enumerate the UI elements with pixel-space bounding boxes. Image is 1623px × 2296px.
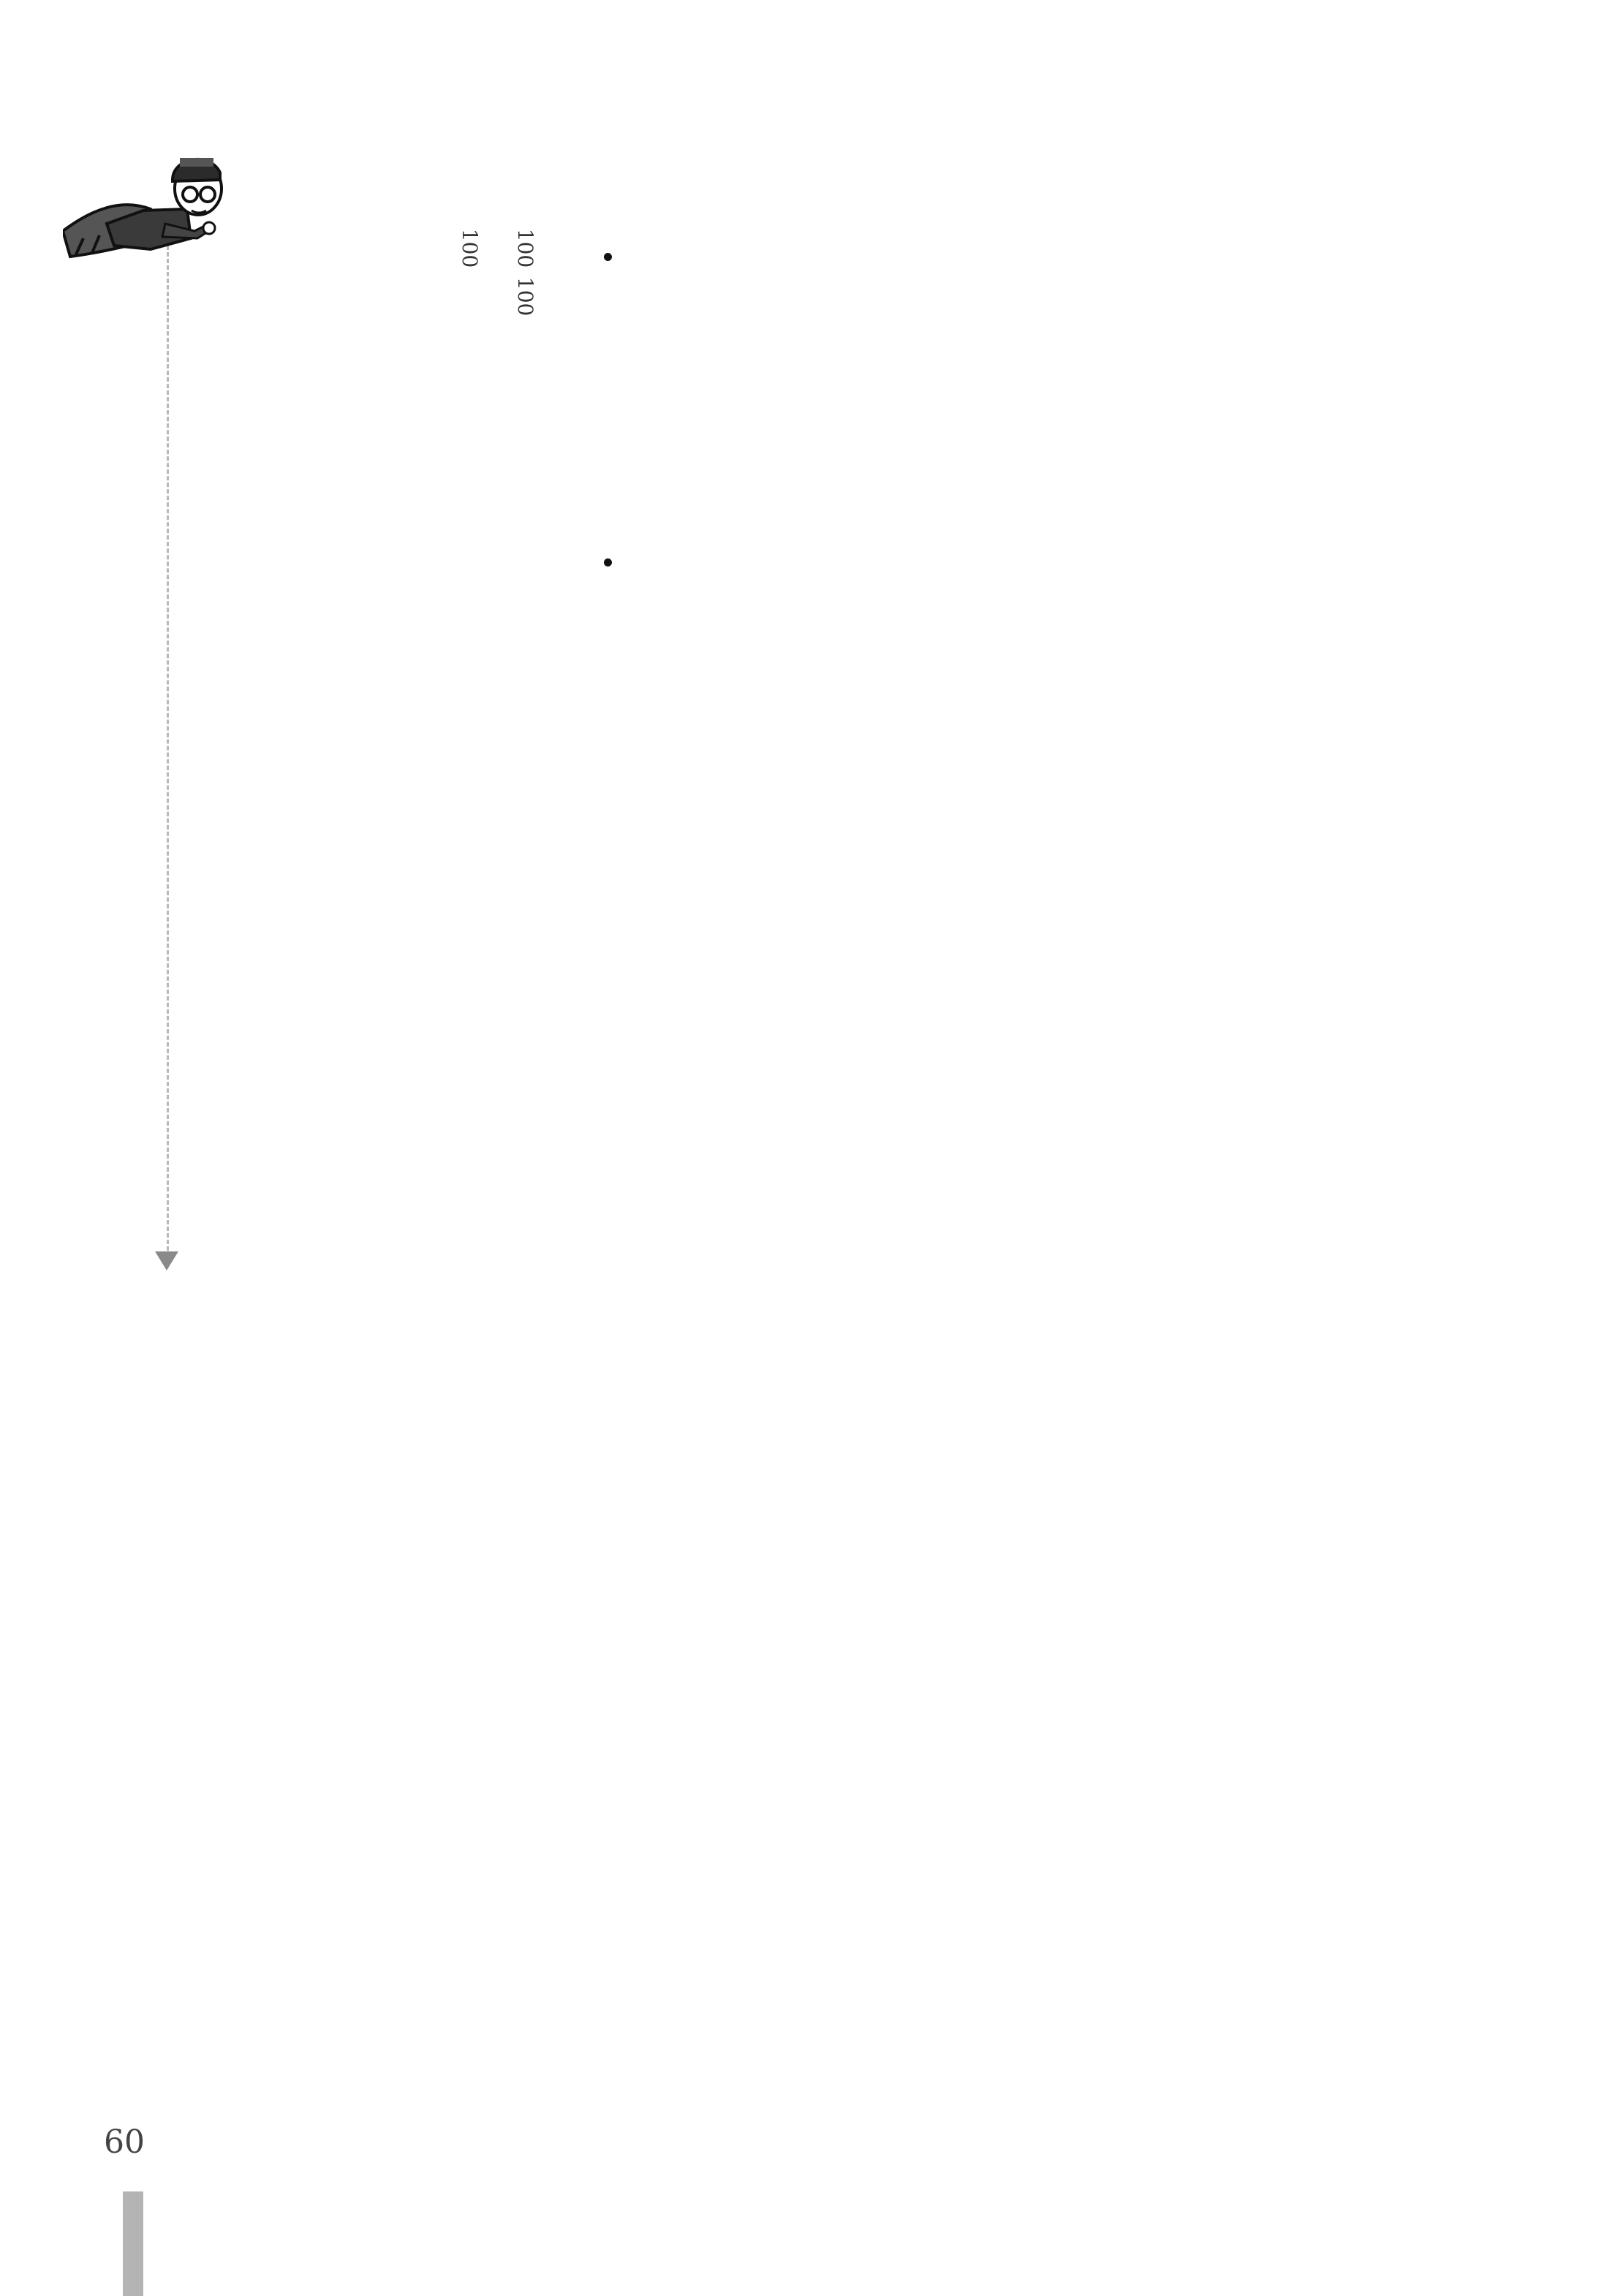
footer-bar [123, 2191, 143, 2296]
heading-bullet [604, 558, 612, 567]
header-arrow-icon [155, 1251, 178, 1270]
poem-number-marker: 100 [513, 276, 537, 317]
prose-block [662, 219, 1393, 2091]
poem-number-marker: 100 [458, 228, 482, 268]
header-divider [167, 219, 169, 1257]
running-header [132, 219, 161, 1294]
page-number: 60 [104, 2123, 145, 2161]
mascot-illustration [63, 129, 224, 282]
poem-block [219, 219, 599, 2091]
section-heading [597, 219, 640, 570]
poem-number-marker: 100 [513, 228, 537, 268]
